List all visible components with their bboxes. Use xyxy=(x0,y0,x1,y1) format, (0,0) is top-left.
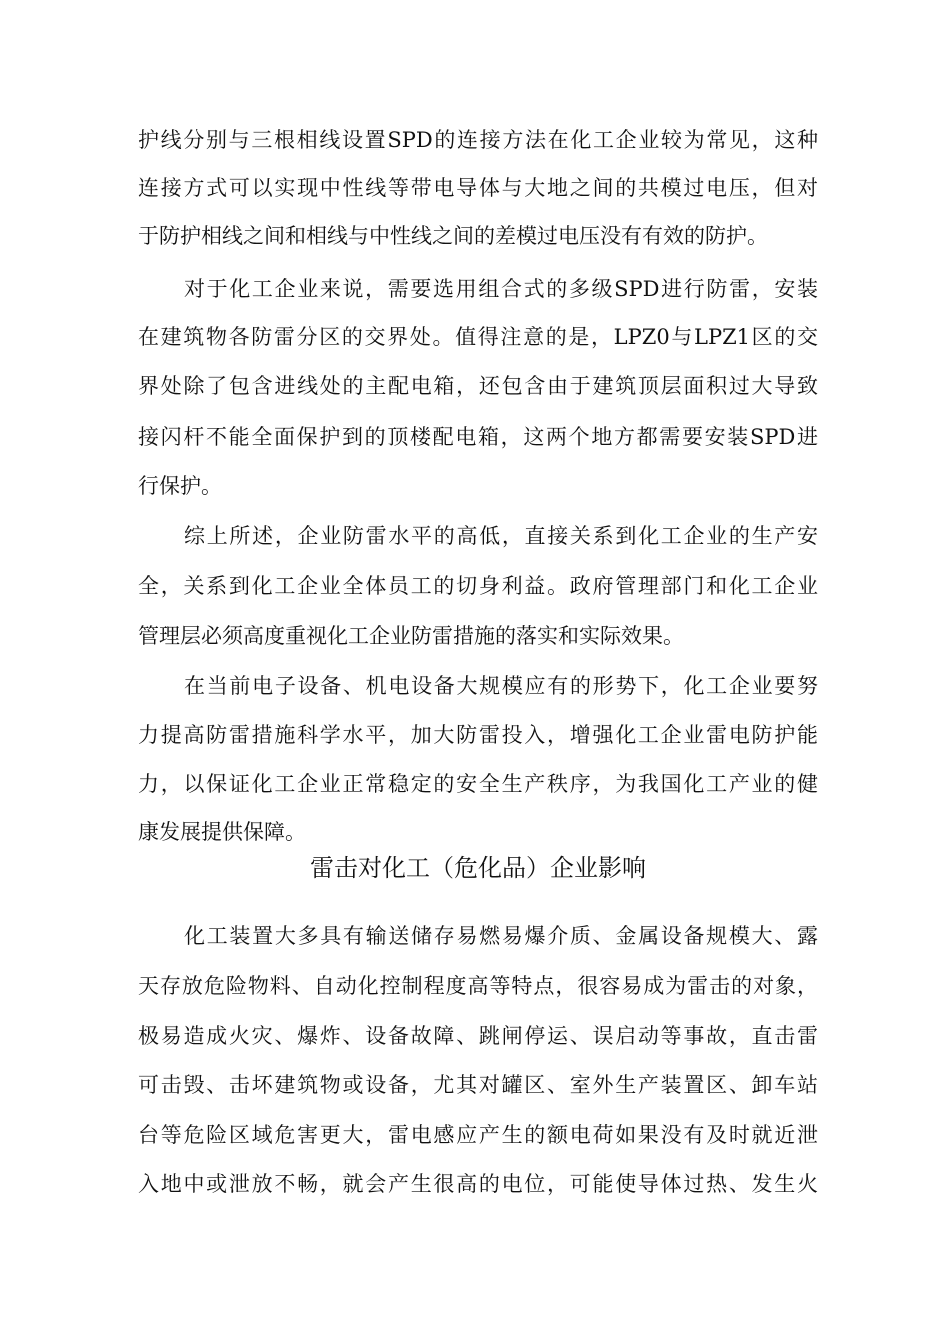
section-paragraph-line-4: 可击毁、击坏建筑物或设备，尤其对罐区、室外生产装置区、卸车站 xyxy=(138,1073,818,1097)
section-paragraph-line-5: 台等危险区域危害更大，雷电感应产生的额电荷如果没有及时就近泄 xyxy=(138,1123,818,1147)
paragraph-4-line-4: 康发展提供保障。 xyxy=(138,820,306,844)
paragraph-2-line-3: 界处除了包含进线处的主配电箱，还包含由于建筑顶层面积过大导致 xyxy=(138,374,818,398)
paragraph-2-line-1: 对于化工企业来说，需要选用组合式的多级SPD进行防雷，安装 xyxy=(184,277,818,301)
section-title: 雷击对化工（危化品）企业影响 xyxy=(310,854,646,882)
paragraph-2-line-5: 行保护。 xyxy=(138,474,222,498)
paragraph-1-line-3: 于防护相线之间和相线与中性线之间的差模过电压没有有效的防护。 xyxy=(138,224,768,248)
paragraph-2-line-4: 接闪杆不能全面保护到的顶楼配电箱，这两个地方都需要安装SPD进 xyxy=(138,425,818,449)
paragraph-4-line-2: 力提高防雷措施科学水平，加大防雷投入，增强化工企业雷电防护能 xyxy=(138,723,818,747)
paragraph-3-line-1: 综上所述，企业防雷水平的高低，直接关系到化工企业的生产安 xyxy=(184,524,818,548)
paragraph-4-line-3: 力，以保证化工企业正常稳定的安全生产秩序，为我国化工产业的健 xyxy=(138,772,818,796)
paragraph-1-line-1: 护线分别与三根相线设置SPD的连接方法在化工企业较为常见，这种 xyxy=(138,128,818,152)
section-paragraph-line-2: 天存放危险物料、自动化控制程度高等特点，很容易成为雷击的对象， xyxy=(138,974,818,998)
section-paragraph-line-3: 极易造成火灾、爆炸、设备故障、跳闸停运、误启动等事故，直击雷 xyxy=(138,1024,818,1048)
paragraph-1-line-2: 连接方式可以实现中性线等带电导体与大地之间的共模过电压，但对 xyxy=(138,176,818,200)
paragraph-3-line-2: 全，关系到化工企业全体员工的切身利益。政府管理部门和化工企业 xyxy=(138,574,818,598)
paragraph-4-line-1: 在当前电子设备、机电设备大规模应有的形势下，化工企业要努 xyxy=(184,674,818,698)
section-paragraph-line-6: 入地中或泄放不畅，就会产生很高的电位，可能使导体过热、发生火 xyxy=(138,1172,818,1196)
paragraph-3-line-3: 管理层必须高度重视化工企业防雷措施的落实和实际效果。 xyxy=(138,624,684,648)
section-paragraph-line-1: 化工装置大多具有输送储存易燃易爆介质、金属设备规模大、露 xyxy=(184,924,818,948)
paragraph-2-line-2: 在建筑物各防雷分区的交界处。值得注意的是，LPZ0与LPZ1区的交 xyxy=(138,325,818,349)
